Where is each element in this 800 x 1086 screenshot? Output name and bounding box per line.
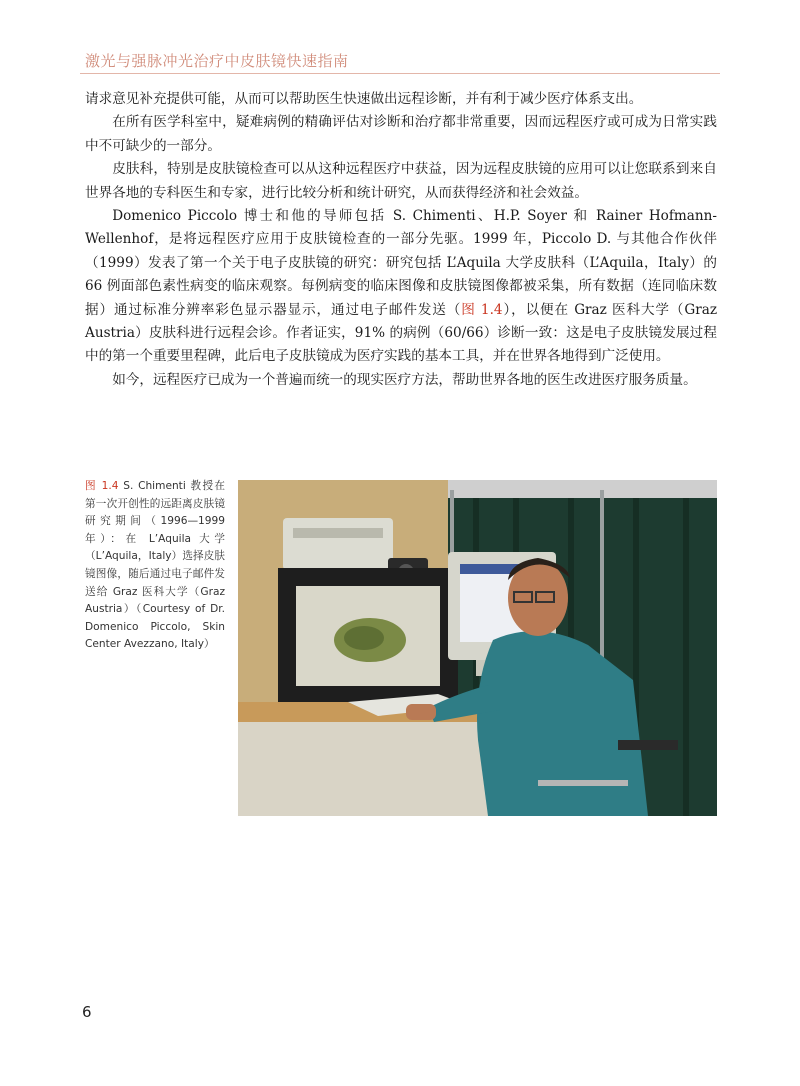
figure-reference-link[interactable]: 图 1.4 [461, 301, 503, 318]
paragraph-4-part-b: ），以便在 Graz 医科大学（Graz Austria）皮肤科进行远程会诊。作者证实，91% 的病例（60/66）诊断一致：这是电子皮肤镜发展过程中的第一个重要里程碑，此后电子皮肤镜成为医疗实践的基本工具，并在世界各地得到广泛使用。 [85, 301, 717, 365]
paragraph-4-part-a: Domenico Piccolo 博士和他的导师包括 S. Chimenti、H.P. Soyer 和 Rainer Hofmann-Wellenhof，是将远程医疗应用于皮肤镜检查的一部分先驱。1999 年，Piccolo D. 与其他合作伙伴（1999）发表了第一个关于电子皮肤镜的研究：研究包括 L’Aquila 大学皮肤科（L’Aquila，Italy）的 66 例面部色素性病变的临床观察。每例病变的临床图像和皮肤镜图像都被采集，所有数据（连同临床数据）通过标准分辨率彩色显示器显示，通过电子邮件发送（ [85, 208, 717, 318]
figure-label: 图 1.4 [85, 480, 119, 492]
figure-photo-doctor-at-workstation [238, 480, 717, 816]
header-divider [80, 73, 720, 74]
figure-caption [85, 478, 225, 654]
body-text [85, 88, 717, 392]
page-number: 6 [82, 1003, 92, 1021]
running-header-title: 激光与强脉冲光治疗中皮肤镜快速指南 [85, 52, 349, 70]
paragraph-3: 皮肤科，特别是皮肤镜检查可以从这种远程医疗中获益，因为远程皮肤镜的应用可以让您联系到来自世界各地的专科医生和专家，进行比较分析和统计研究，从而获得经济和社会效益。 [85, 161, 717, 201]
paragraph-2: 在所有医学科室中，疑难病例的精确评估对诊断和治疗都非常重要，因而远程医疗或可成为日常实践中不可缺少的一部分。 [85, 114, 717, 154]
paragraph-1: 请求意见补充提供可能，从而可以帮助医生快速做出远程诊断，并有利于减少医疗体系支出。 [85, 91, 643, 107]
paragraph-4 [85, 205, 717, 369]
photo-illustration [238, 480, 717, 816]
figure-caption-text: S. Chimenti 教授在第一次开创性的远距离皮肤镜研究期间（1996—1999 年）：在 L’Aquila 大学（L’Aquila，Italy）选择皮肤镜图像，随后通过电子邮件发送给 Graz 医科大学（Graz Austria）（Courtesy of Dr. Domenico Piccolo, Skin Center Avezzano, Italy） [85, 480, 225, 651]
paragraph-5: 如今，远程医疗已成为一个普遍而统一的现实医疗方法，帮助世界各地的医生改进医疗服务质量。 [112, 371, 697, 388]
